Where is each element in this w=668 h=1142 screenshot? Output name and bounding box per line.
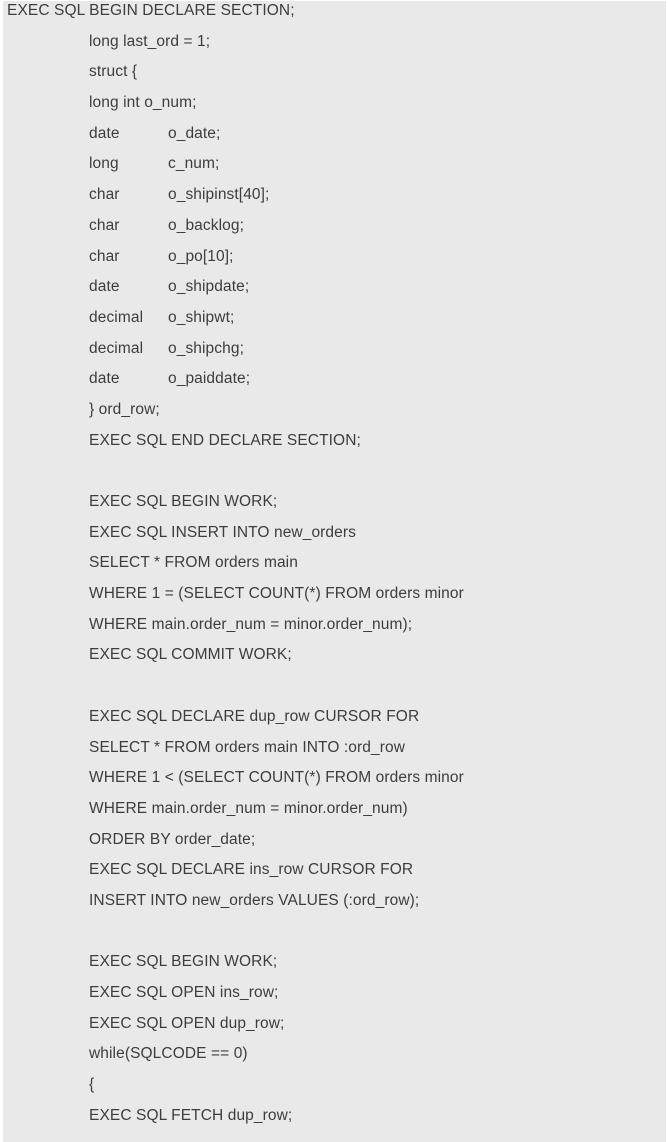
code-line: EXEC SQL FETCH dup_row; — [89, 1106, 293, 1124]
code-line: EXEC SQL COMMIT WORK; — [89, 646, 292, 664]
code-line: EXEC SQL DECLARE ins_row CURSOR FOR — [89, 861, 414, 879]
code-line: EXEC SQL BEGIN DECLARE SECTION; — [7, 2, 295, 19]
code-type-column: date — [89, 370, 120, 388]
code-member-column: o_shipinst[40]; — [168, 186, 270, 204]
code-line — [3, 272, 666, 303]
code-line: { — [89, 1076, 95, 1094]
code-line — [3, 180, 666, 211]
code-line: EXEC SQL OPEN dup_row; — [89, 1014, 285, 1032]
code-line — [3, 334, 666, 365]
code-line — [3, 149, 666, 180]
code-line: long int o_num; — [89, 94, 197, 112]
code-type-column: decimal — [89, 308, 144, 326]
code-line — [3, 242, 666, 273]
code-line: long last_ord = 1; — [89, 32, 211, 50]
code-line: EXEC SQL BEGIN WORK; — [89, 493, 278, 510]
code-panel — [3, 1, 666, 1142]
code-member-column: o_shipchg; — [168, 339, 244, 357]
code-blank-line — [3, 456, 666, 487]
code-listing — [3, 1, 666, 1131]
code-line: WHERE main.order_num = minor.order_num) — [89, 799, 408, 817]
code-type-column: decimal — [89, 339, 144, 357]
code-member-column: o_backlog; — [168, 216, 244, 234]
code-blank-line — [3, 671, 666, 702]
code-line: EXEC SQL INSERT INTO new_orders — [89, 523, 356, 541]
code-member-column: o_shipwt; — [168, 308, 235, 326]
code-line: WHERE main.order_num = minor.order_num); — [89, 615, 413, 633]
code-line: EXEC SQL DECLARE dup_row CURSOR FOR — [89, 707, 420, 725]
code-type-column: char — [89, 216, 120, 234]
code-member-column: o_paiddate; — [168, 370, 251, 388]
code-line — [3, 119, 666, 150]
code-line: while(SQLCODE == 0) — [89, 1045, 248, 1063]
code-line: struct { — [89, 63, 138, 81]
code-line — [3, 364, 666, 395]
code-type-column: date — [89, 124, 120, 142]
code-member-column: c_num; — [168, 155, 220, 173]
code-line: EXEC SQL END DECLARE SECTION; — [89, 431, 361, 449]
code-line: SELECT * FROM orders main — [89, 554, 298, 572]
code-type-column: char — [89, 186, 120, 204]
code-member-column: o_shipdate; — [168, 278, 250, 296]
code-line: ORDER BY order_date; — [89, 830, 256, 848]
code-line: EXEC SQL BEGIN WORK; — [89, 953, 278, 971]
code-line: INSERT INTO new_orders VALUES (:ord_row); — [89, 891, 420, 909]
code-member-column: o_date; — [168, 124, 221, 142]
code-type-column: char — [89, 247, 120, 265]
code-blank-line — [3, 917, 666, 948]
code-line — [3, 303, 666, 334]
code-line: WHERE 1 < (SELECT COUNT(*) FROM orders minor — [89, 769, 464, 787]
code-line: EXEC SQL OPEN ins_row; — [89, 984, 279, 1001]
code-type-column: long — [89, 155, 119, 173]
code-member-column: o_po[10]; — [168, 247, 234, 265]
code-line: WHERE 1 = (SELECT COUNT(*) FROM orders minor — [89, 585, 464, 603]
code-line: } ord_row; — [89, 400, 160, 418]
code-line: SELECT * FROM orders main INTO :ord_row — [89, 738, 405, 756]
code-line — [3, 211, 666, 242]
code-type-column: date — [89, 278, 120, 296]
